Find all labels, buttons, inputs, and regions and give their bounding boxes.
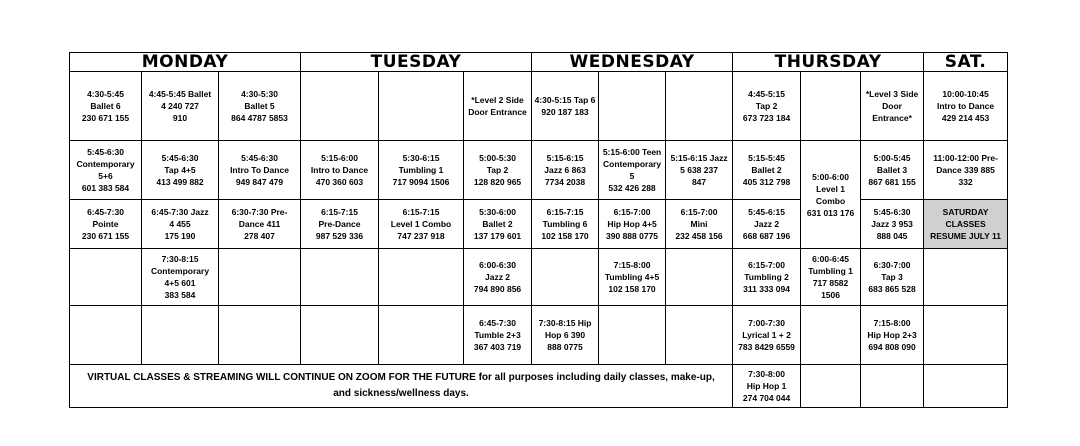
class-line: 4+5 601 [164,278,196,288]
class-line: RESUME JULY 11 [930,231,1001,241]
schedule-row [70,200,1008,249]
class-line: 5:15-6:00 Teen [602,147,662,157]
notice-row [70,365,1008,408]
class-line: 7:00-7:30 [748,318,785,328]
class-cell [599,200,666,249]
class-cell [599,249,666,306]
class-line: 5+6 [98,171,113,181]
class-cell [666,141,733,200]
class-cell [464,306,532,365]
class-line: Entrance* [872,113,912,123]
class-line: Jazz 6 863 [544,165,586,175]
class-line: 747 237 918 [397,231,445,241]
class-line: Hop 6 390 [544,330,586,340]
class-line: 864 4787 5853 [231,113,288,123]
class-line: Tap 4+5 [164,165,196,175]
class-line: 5 638 237 [680,165,718,175]
class-line: Pointe [92,219,119,229]
class-line: Mini [690,219,708,229]
class-cell [464,200,532,249]
class-line: Level 1 Combo [390,219,452,229]
class-cell [70,200,142,249]
class-line: 5:30-6:15 [402,153,440,163]
class-cell [532,249,599,306]
class-line: 332 [958,177,973,187]
class-cell [532,141,599,200]
class-cell [599,141,666,200]
class-cell [801,72,861,141]
class-cell [861,72,924,141]
class-line: Jazz 2 [754,219,780,229]
class-cell [219,200,301,249]
class-line: Tap 3 [881,272,903,282]
class-line: Tumbling 1 [398,165,444,175]
schedule-row [70,249,1008,306]
class-cell [464,249,532,306]
class-cell [379,72,464,141]
class-line: 274 704 044 [742,393,791,403]
class-line: 920 187 183 [541,107,589,117]
class-line: 7:30-8:15 [161,254,199,264]
schedule-row [70,72,1008,141]
class-line: 6:45-7:30 [87,207,124,217]
class-cell [924,72,1008,141]
class-line: Jazz 2 [484,272,511,282]
class-line: 5:15-5:45 [748,153,785,163]
class-cell [142,306,219,365]
class-line: 7734 2038 [544,177,586,187]
class-line: Ballet 5 [244,101,275,111]
class-line: 4:30-5:15 Tap 6 [534,95,596,105]
class-cell [219,72,301,141]
class-line: 6:15-7:00 [613,207,651,217]
class-cell [301,141,379,200]
class-line: 5:45-6:30 [87,147,124,157]
class-line: 6:00-6:45 [812,254,849,264]
class-line: 532 426 288 [608,183,656,193]
class-line: Contemporary 5 [602,159,662,181]
class-cell [733,141,801,200]
class-line: 5:15-6:00 [321,153,358,163]
class-cell [219,249,301,306]
class-line: 5:00-6:00 [812,171,849,182]
class-cell [219,141,301,200]
class-line: 5:45-6:30 [873,207,911,217]
class-line: Ballet 2 [482,219,513,229]
class-cell [733,365,801,408]
class-line: 783 8429 6559 [738,342,795,352]
class-cell [70,141,142,200]
class-line: 717 9094 1506 [392,177,450,187]
class-line: Tumbling 4+5 [604,272,660,282]
class-line: Intro to Dance [936,101,995,111]
class-cell [666,306,733,365]
class-line: 6:45-7:30 [479,318,516,328]
class-line: 5:30-6:00 [479,207,516,217]
class-line: 6:15-7:15 [402,207,440,217]
class-cell [733,306,801,365]
class-line: 128 820 965 [473,177,522,187]
class-line: 102 158 170 [541,231,589,241]
class-line: 5:00-5:30 [479,153,516,163]
class-cell [70,306,142,365]
class-cell [924,141,1008,200]
class-cell [532,72,599,141]
class-cell [924,365,1008,408]
virtual-classes-notice: VIRTUAL CLASSES & STREAMING WILL CONTINUE ON ZOOM FOR THE FUTURE for all purposes including daily classes, make-up, and sickness/wellness days. [70,365,733,408]
class-line: 6:15-7:00 [748,260,785,270]
class-line: 7:15-8:00 [873,318,911,328]
class-line: 413 499 882 [156,177,204,187]
class-cell [142,141,219,200]
class-cell [599,72,666,141]
class-cell [219,306,301,365]
class-cell [801,249,861,306]
class-line: 6:15-7:15 [321,207,358,217]
class-line: 5:15-6:15 [546,153,584,163]
class-line: Ballet 3 [876,165,908,175]
class-line: 5:45-6:30 [161,153,199,163]
class-line: 888 045 [876,231,908,241]
class-line: Hip Hop 2+3 [867,330,917,340]
class-line: 4:45-5:15 [748,89,785,99]
class-line: 5:00-5:45 [873,153,911,163]
class-line: 390 888 0775 [606,231,659,241]
class-line: 11:00-12:00 Pre- [933,153,998,163]
class-cell [861,249,924,306]
class-cell [379,200,464,249]
class-line: 4 455 [169,219,191,229]
class-line: 673 723 184 [742,113,791,123]
class-line: 230 671 155 [81,113,130,123]
class-line: 6:30-7:00 [873,260,911,270]
class-line: Dance 411 [238,219,281,229]
schedule-table [69,52,1008,408]
class-cell [733,200,801,249]
day-header-wednesday: WEDNESDAY [532,53,733,72]
class-cell [666,72,733,141]
class-line: 311 333 094 [743,284,790,294]
class-cell [924,249,1008,306]
class-cell [861,365,924,408]
class-line: 5:45-6:15 [748,207,785,217]
class-line: Level 1 Combo [815,183,846,206]
day-header-tuesday: TUESDAY [301,53,532,72]
class-line: 4:30-5:30 [241,89,278,99]
class-line: Door Entrance [468,107,527,117]
class-line: 6:45-7:30 Jazz [151,207,209,217]
class-line: Tumbling 1 [808,266,853,276]
class-line: Intro To Dance [230,165,289,175]
class-line: 601 383 584 [81,183,130,193]
class-cell [801,306,861,365]
class-cell [532,200,599,249]
class-line: 367 403 719 [473,342,522,352]
class-line: Ballet 6 [90,101,121,111]
class-cell [70,249,142,306]
class-cell [801,365,861,408]
class-line: Dance 339 885 [936,165,995,175]
class-cell [464,141,532,200]
class-line: 888 0775 [547,342,583,352]
class-line: Tap 2 [486,165,509,175]
class-line: 694 808 090 [868,342,916,352]
class-cell [861,141,924,200]
class-line: 631 013 176 [806,207,855,218]
class-cell [301,306,379,365]
day-header-monday: MONDAY [70,53,301,72]
class-line: 949 847 479 [235,177,284,187]
class-cell [924,306,1008,365]
class-line: SATURDAY [942,207,989,217]
class-cell [142,249,219,306]
class-line: *Level 3 Side [865,89,919,99]
class-line: 717 8582 1506 [812,278,849,300]
class-cell [733,72,801,141]
class-cell [379,306,464,365]
class-line: 867 681 155 [868,177,916,187]
class-line: 794 890 856 [473,284,522,294]
class-line: Hip Hop 1 [746,381,787,391]
class-line: Jazz 3 953 [871,219,913,229]
saturday-notice-cell [924,200,1008,249]
class-line: 6:00-6:30 [479,260,516,270]
class-line: 232 458 156 [675,231,723,241]
class-cell [666,200,733,249]
class-cell [301,249,379,306]
class-cell [142,200,219,249]
class-line: 278 407 [244,231,275,241]
class-cell [70,72,142,141]
class-cell [666,249,733,306]
class-cell [301,200,379,249]
class-line: Tap 2 [755,101,778,111]
class-line: 175 190 [164,231,196,241]
class-line: 429 214 453 [941,113,990,123]
class-line: Contemporary [150,266,210,276]
class-line: Intro to Dance [310,165,369,175]
class-cell [142,72,219,141]
class-line: 383 584 [164,290,196,300]
class-line: 683 865 528 [868,284,916,294]
class-line: Pre-Dance [318,219,361,229]
class-line: 405 312 798 [742,177,791,187]
class-line: 668 687 196 [742,231,791,241]
class-line: 5:15-6:15 Jazz [670,153,728,163]
class-line: 4 240 727 [161,101,199,111]
class-line: Tumbling 6 [542,219,588,229]
class-line: Tumbling 2 [744,272,789,282]
class-line: 847 [691,177,707,187]
schedule-row [70,306,1008,365]
class-line: *Level 2 Side [471,95,524,105]
class-line: 7:30-8:00 [748,369,785,379]
day-header-thursday: THURSDAY [733,53,924,72]
class-line: Lyrical 1 + 2 [742,330,791,340]
class-cell [733,249,801,306]
class-line: 5:45-6:30 [241,153,278,163]
class-cell [464,72,532,141]
day-header-row [70,53,1008,72]
class-cell [379,141,464,200]
class-line: 10:00-10:45 [942,89,989,99]
class-line: 6:15-7:15 [546,207,584,217]
class-line: 987 529 336 [315,231,364,241]
class-cell [379,249,464,306]
class-line: 137 179 601 [473,231,522,241]
class-line: 470 360 603 [315,177,364,187]
class-line: 102 158 170 [608,284,656,294]
class-cell [861,306,924,365]
class-line: Contemporary [76,159,135,169]
class-line: Ballet 2 [751,165,782,175]
class-line: 6:15-7:00 [680,207,718,217]
class-line: CLASSES [945,219,986,229]
class-line: 7:15-8:00 [613,260,651,270]
class-cell [599,306,666,365]
day-header-saturday: SAT. [924,53,1008,72]
class-line: 7:30-8:15 Hip [538,318,592,328]
class-line: 4:45-5:45 Ballet [148,89,212,99]
class-line: 230 671 155 [81,231,130,241]
class-cell [861,200,924,249]
schedule-row [70,141,1008,200]
class-cell [532,306,599,365]
class-line: 910 [172,113,188,123]
class-line: 6:30-7:30 Pre- [231,207,288,217]
class-line: Hip Hop 4+5 [607,219,657,229]
class-line: 4:30-5:45 [87,89,124,99]
class-cell [301,72,379,141]
class-line: Tumble 2+3 [474,330,521,340]
class-line: Door [882,101,902,111]
class-cell [801,141,861,249]
